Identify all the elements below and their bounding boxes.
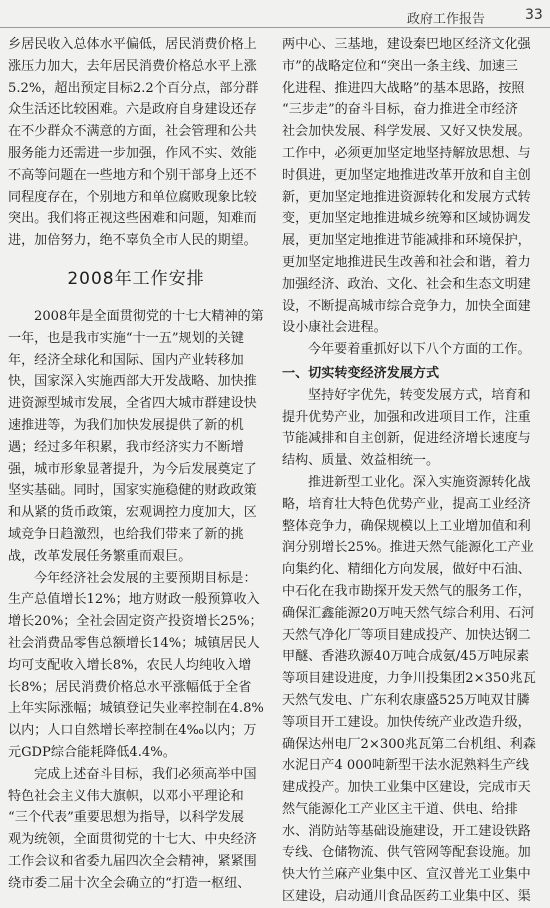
text-line: 市”的战略定位和“突出一条主线、加速三 xyxy=(282,58,518,74)
text-line: 两中心、三基地，建设秦巴地区经济文化强 xyxy=(282,37,531,52)
page-number: 33 xyxy=(525,7,543,23)
text-line: 年，经济全球化和国际、国内产业转移加 xyxy=(8,352,244,368)
text-line: 等项目建设进度，力争川投集团2×350兆瓦 xyxy=(282,671,536,687)
text-line: 5.2%，超出预定目标2.2个百分点，部分群 xyxy=(8,80,259,96)
text-line: 加强经济、政治、文化、社会和生态文明建 xyxy=(282,276,531,292)
text-line: 同程度存在，个别地方和单位腐败现象比较 xyxy=(8,189,257,205)
header-divider xyxy=(0,27,550,28)
text-line: “三步走”的奋斗目标，奋力推进全市经济 xyxy=(282,102,518,118)
text-line: 在不少群众不满意的方面，社会管理和公共 xyxy=(8,124,257,140)
text-line: 工作会议和省委九届四次全会精神，紧紧围 xyxy=(8,853,257,869)
text-line: 快大竹兰麻产业集中区、宣汉普光工业集中 xyxy=(282,867,531,883)
text-line: 然气能源化工产业区主干道、供电、给排 xyxy=(282,801,518,817)
text-line: 服务能力还需进一步加强，作风不实、效能 xyxy=(8,145,257,161)
text-line: 涨压力加大，去年居民消费价格总水平上涨 xyxy=(8,58,257,74)
text-line: 不高等问题在一些地方和个别干部身上还不 xyxy=(8,167,257,183)
text-line: 进资源型城市发展，全省四大城市群建设快 xyxy=(8,396,257,412)
right-column xyxy=(282,34,538,908)
text-line: 工作中，必须更加坚定地坚持解放思想、与 xyxy=(282,145,531,161)
text-line: 均可支配收入增长8%，农民人均纯收入增 xyxy=(8,657,252,673)
text-line: 结构、质量、效益相统一。 xyxy=(282,453,440,469)
text-line: 水、消防站等基础设施建设，开工建设铁路 xyxy=(282,823,531,839)
text-line: 上年实际涨幅；城镇登记失业率控制在4.8% xyxy=(8,701,264,717)
text-line: 建成投产。加快工业集中区建设，完成市天 xyxy=(282,780,531,796)
paragraph-development-mode xyxy=(282,385,538,472)
text-line: 强，城市形象显著提升，为今后发展奠定了 xyxy=(8,461,257,477)
text-line: 化进程、推进四大战略”的基本思路，按照 xyxy=(282,80,525,96)
text-line: 观为统领，全面贯彻党的十七大、中央经济 xyxy=(8,832,257,848)
text-line: 和从紧的货币政策，宏观调控力度加大，区 xyxy=(8,505,257,521)
text-line: 节能减排和自主创新，促进经济增长速度与 xyxy=(282,431,531,447)
text-line: 确保达州电厂2×300兆瓦第二台机组、利森 xyxy=(282,736,536,752)
paragraph-2008-context xyxy=(8,306,264,568)
text-line: 新，更加坚定地推进资源转化和发展方式转 xyxy=(282,189,531,205)
text-line: 推进新型工业化。深入实施资源转化战 xyxy=(308,474,531,490)
text-line: 坚持好字优先，转变发展方式，培育和 xyxy=(308,387,531,403)
text-line: 绕市委二届十次全会确立的“打造一枢纽、 xyxy=(8,875,251,891)
text-line: 速推进等，为我们加快发展提供了新的机 xyxy=(8,417,244,433)
text-line: 突出。我们将正视这些困难和问题，知难而 xyxy=(8,211,257,227)
left-column xyxy=(8,34,264,894)
text-line: 坚实基础。同时，国家实施稳健的财政政策 xyxy=(8,483,257,499)
text-line: 等项目开工建设。加快传统产业改造升级， xyxy=(282,714,531,730)
text-line: 天然气净化厂等项目建成投产、加快达钢二 xyxy=(282,627,531,643)
text-line: 整体竞争力，确保规模以上工业增加值和利 xyxy=(282,518,531,534)
page-header xyxy=(0,0,550,26)
text-line: 天然气发电、广东利农康盛525万吨双甘膦 xyxy=(282,692,530,708)
text-line: 专线、仓储物流、供气管网等配套设施。加 xyxy=(282,845,531,861)
text-line: 特色社会主义伟大旗帜，以邓小平理论和 xyxy=(8,788,244,804)
text-line: 确保汇鑫能源20万吨天然气综合利用、石河 xyxy=(282,605,535,621)
text-line: 甲醚、香港玖源40万吨合成氨/45万吨尿素 xyxy=(282,649,530,665)
section-heading: 2008年工作安排 xyxy=(67,268,205,289)
text-line: 长8%；居民消费价格总水平涨幅低于全省 xyxy=(8,679,252,695)
text-line: 一年，也是我市实施“十一五”规划的关键 xyxy=(8,330,244,346)
text-line: 水泥日产4 000吨新型干法水泥熟料生产线 xyxy=(282,758,529,774)
text-line: 今年经济社会发展的主要预期目标是： xyxy=(34,570,257,586)
text-line: 变，更加坚定地推进城乡统筹和区域协调发 xyxy=(282,211,531,227)
subsection-heading: 一、切实转变经济发展方式 xyxy=(282,365,440,381)
paragraph-strategy xyxy=(282,34,538,339)
text-line: 进，加倍努力，绝不辜负全市人民的期望。 xyxy=(8,233,257,249)
text-line: 更加坚定地推进民生改善和社会和谐，着力 xyxy=(282,254,531,270)
text-line: 设小康社会进程。 xyxy=(282,320,387,336)
paragraph-industrialization xyxy=(282,472,538,908)
text-line: 设，不断提高城市综合竞争力，加快全面建 xyxy=(282,298,531,314)
text-line: 向集约化、精细化方向发展，做好中石油、 xyxy=(282,562,531,578)
text-line: 时俱进，更加坚定地推进改革开放和自主创 xyxy=(282,167,531,183)
text-line: 完成上述奋斗目标，我们必须高举中国 xyxy=(34,766,257,782)
running-header-title: 政府工作报告 xyxy=(407,12,486,27)
text-line: 众生活还比较困难。六是政府自身建设还存 xyxy=(8,102,257,118)
text-line: 润分别增长25%。推进天然气能源化工产业 xyxy=(282,540,534,556)
text-line: 战，改革发展任务繁重而艰巨。 xyxy=(8,548,192,564)
text-line: 展，更加坚定地推进节能减排和环境保护， xyxy=(282,233,531,249)
carryover-paragraph xyxy=(8,34,264,252)
paragraph-guiding-principles xyxy=(8,764,264,895)
text-line: 生产总值增长12%；地方财政一般预算收入 xyxy=(8,592,260,608)
intro-line: 今年要着重抓好以下八个方面的工作。 xyxy=(308,342,531,358)
paragraph-targets xyxy=(8,568,264,764)
text-line: 快，国家深入实施西部大开发战略、加快推 xyxy=(8,374,257,390)
text-line: 元GDP综合能耗降低4.4%。 xyxy=(8,744,176,760)
text-line: 域竞争日趋激烈，也给我们带来了新的挑 xyxy=(8,526,244,542)
text-line: 略，培育壮大特色优势产业，提高工业经济 xyxy=(282,496,531,512)
text-line: “三个代表”重要思想为指导，以科学发展 xyxy=(8,810,244,826)
text-line: 遇；经过多年积累，我市经济实力不断增 xyxy=(8,439,244,455)
text-line: 社会消费品零售总额增长14%；城镇居民人 xyxy=(8,635,260,651)
text-line: 社会加快发展、科学发展、又好又快发展。 xyxy=(282,124,531,140)
text-line: 以内；人口自然增长率控制在4‰以内；万 xyxy=(8,723,257,739)
text-line: 提升优势产业，加强和改进项目工作，注重 xyxy=(282,409,531,425)
text-line: 乡居民收入总体水平偏低，居民消费价格上 xyxy=(8,37,257,52)
text-line: 中石化在我市勘探开发天然气的服务工作， xyxy=(282,583,531,599)
text-line: 2008年是全面贯彻党的十七大精神的第 xyxy=(34,308,264,324)
text-line: 增长20%；全社会固定资产投资增长25%； xyxy=(8,614,263,630)
text-line: 区建设，启动通川食品医药工业集中区、渠 xyxy=(282,889,531,905)
